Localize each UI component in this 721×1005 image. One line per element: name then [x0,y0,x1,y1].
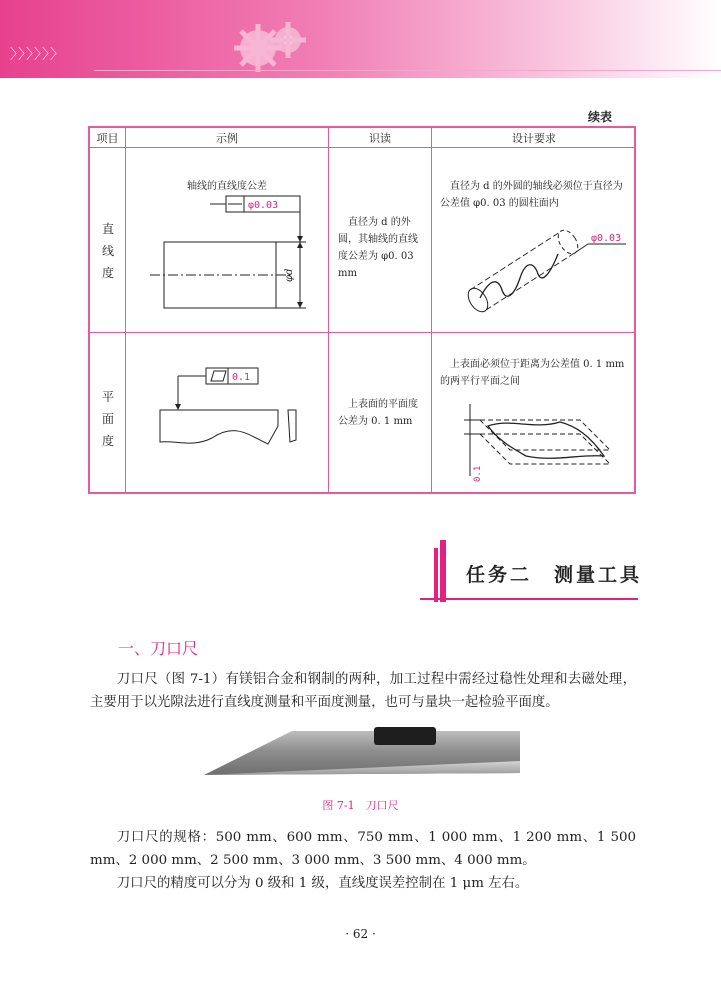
design-text: 直径为 d 的外圆的轴线必须位于直径为公差值 φ0. 03 的圆柱面内 [440,181,623,209]
body-paragraph: 刀口尺（图 7-1）有镁铝合金和钢制的两种，加工过程中需经过稳性处理和去磁处理，主要用于以光隙法进行直线度测量和平面度测量，也可与量块一起检验平面度。 [90,672,636,710]
row-item-name: 直线度 [101,222,114,280]
table-col-divider [328,128,329,492]
design-tolerance-value: φ0.03 [591,233,622,244]
page-number: · 62 · [345,927,376,941]
design-text: 上表面必须位于距离为公差值 0. 1 mm 的两平行平面之间 [440,359,625,387]
flatness-tolerance-value: 0.1 [232,372,251,383]
reading-text: 上表面的平面度公差为 0. 1 mm [338,399,418,427]
row-item-name: 平面度 [101,390,114,448]
straightness-example-diagram [140,190,320,320]
tolerance-table [88,126,636,494]
gear-icon [228,18,318,73]
task-accent-bar [434,548,438,602]
reading-text: 直径为 d 的外圆，其轴线的直线度公差为 φ0. 03 mm [338,217,418,279]
tolerance-value: φ0.03 [248,200,279,211]
section-title: 一、刀口尺 [118,639,199,658]
column-header: 设计要求 [512,132,556,145]
diameter-label: φd [284,268,295,282]
chevron-decoration: 〉〉〉〉〉〉 [10,47,65,63]
flatness-example-diagram [150,362,310,472]
knife-edge-ruler-image [202,727,524,779]
table-row-divider [90,332,634,333]
column-header: 识读 [369,132,391,145]
task-accent-bar [440,540,446,602]
body-paragraph: 刀口尺的规格：500 mm、600 mm、750 mm、1 000 mm、1 200 mm、1 500 mm、2 000 mm、2 500 mm、3 000 mm、3 500 mm、4 000 mm。 [90,830,636,868]
flatness-design-diagram [450,396,630,492]
task-underline [420,598,638,600]
example-caption: 轴线的直线度公差 [187,181,267,192]
table-row-divider [90,147,634,148]
straightness-design-diagram [450,218,630,328]
figure-caption: 图 7-1 刀口尺 [322,799,399,812]
body-paragraph: 刀口尺的精度可以分为 0 级和 1 级，直线度误差控制在 1 μm 左右。 [116,876,529,891]
column-header: 示例 [216,132,238,145]
table-col-divider [431,128,432,492]
task-title: 任务二 测量工具 [466,564,643,586]
table-col-divider [125,128,126,492]
design-distance-value: 0.1 [473,465,483,482]
header-rule [94,70,721,71]
column-header: 项目 [96,132,119,145]
page-header [0,0,721,78]
continued-table-label: 续表 [588,110,613,124]
